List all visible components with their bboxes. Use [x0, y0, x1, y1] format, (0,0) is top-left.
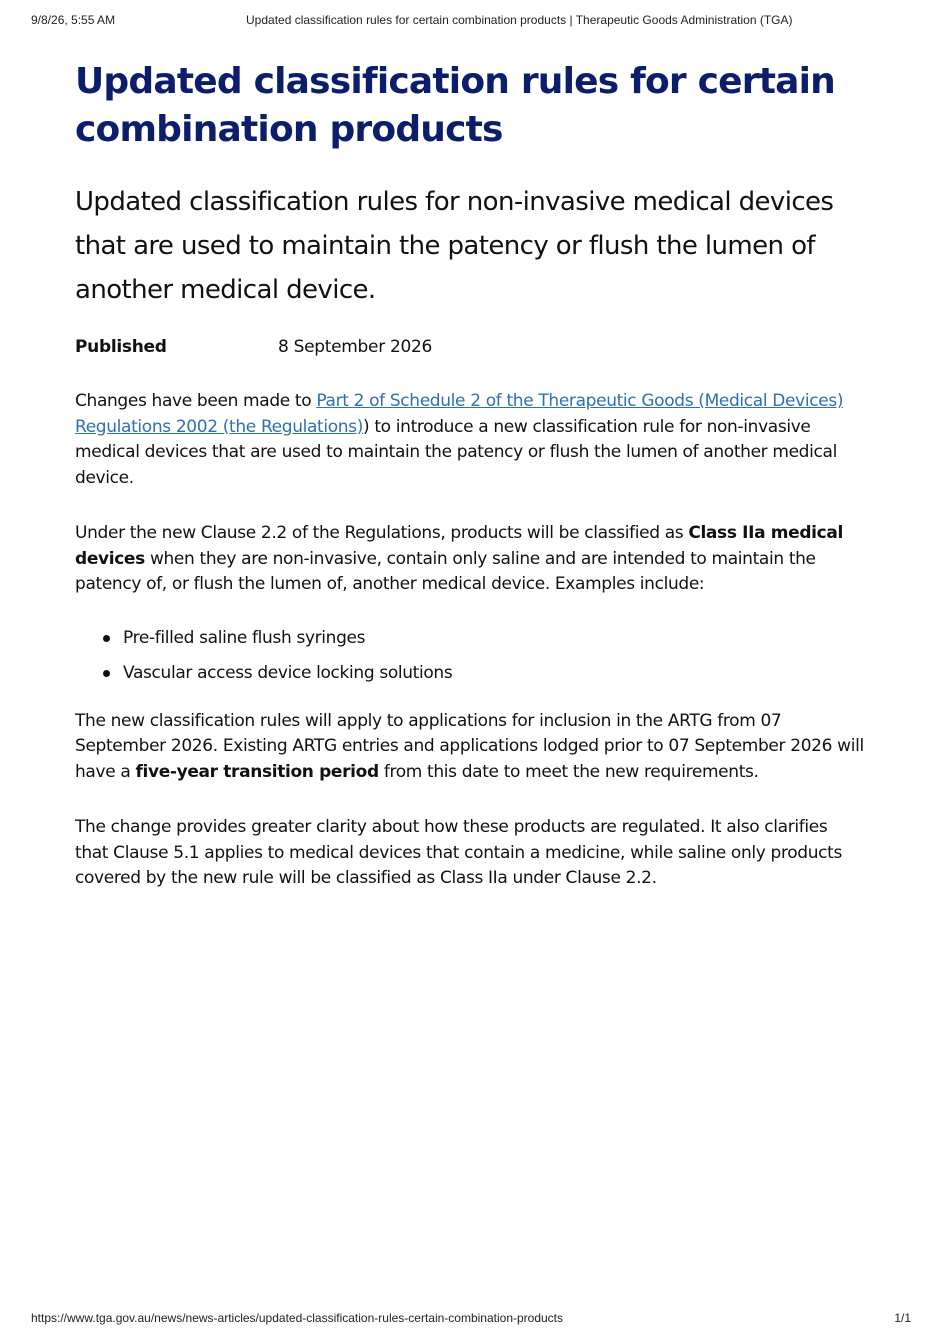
list-item [123, 661, 865, 686]
paragraph-text: ) to introduce a new classification rule for non-invasive medical devices that are used to maintain the patency or flush the lumen of another medical device. [75, 416, 837, 488]
print-footer [0, 1311, 938, 1327]
published-label: Published [75, 337, 167, 357]
print-header [0, 13, 938, 29]
regulations-link[interactable]: Part 2 of Schedule 2 of the Therapeutic Goods (Medical Devices) Regulations 2002 (the Regulations) [75, 391, 844, 437]
bullet-icon [103, 670, 110, 677]
paragraph-text: Under the new Clause 2.2 of the Regulations, products will be classified as [75, 523, 689, 543]
paragraph-clarity: The change provides greater clarity about how these products are regulated. It also clarifies that Clause 5.1 applies to medical devices that contain a medicine, while saline only products covered by the new rule will be classified as Class IIa under Clause 2.2. [75, 817, 842, 888]
paragraph-text: when they are non-invasive, contain only saline and are intended to maintain the patency of, or flush the lumen of, another medical device. Examples include: [75, 548, 816, 594]
list-item [123, 626, 865, 651]
paragraph-text: from this date to meet the new requirements. [378, 761, 759, 782]
list-item-text: Pre-filled saline flush syringes [123, 627, 366, 648]
published-row [75, 335, 865, 359]
paragraph-changes [75, 389, 865, 491]
paragraph-clause [75, 521, 865, 598]
bold-transition-period: five-year transition period [135, 761, 379, 782]
bullet-icon [103, 635, 110, 642]
paragraph-transition [75, 709, 865, 786]
paragraph-text: Changes have been made to [75, 391, 317, 411]
published-date: 8 September 2026 [278, 337, 433, 357]
bold-class-iia: Class IIa medical devices [75, 523, 843, 569]
print-page-title: Updated classification rules for certain combination products | Therapeutic Goods Administration (TGA) [246, 13, 793, 27]
print-datetime: 9/8/26, 5:55 AM [31, 13, 116, 27]
list-item-text: Vascular access device locking solutions [123, 662, 453, 683]
article-title: Updated classification rules for certain combination products [75, 61, 836, 150]
examples-list [75, 626, 865, 686]
article-lede: Updated classification rules for non-invasive medical devices that are used to maintain the patency or flush the lumen of another medical device. [75, 187, 834, 305]
paragraph-text: The new classification rules will apply to applications for inclusion in the ARTG from 07 September 2026. Existing ARTG entries and applications lodged prior to 07 September 2026 will have a [75, 710, 864, 782]
print-url: https://www.tga.gov.au/news/news-articles/updated-classification-rules-certain-combination-products [31, 1311, 564, 1325]
page-indicator: 1/1 [894, 1311, 911, 1325]
article-content [75, 58, 865, 892]
